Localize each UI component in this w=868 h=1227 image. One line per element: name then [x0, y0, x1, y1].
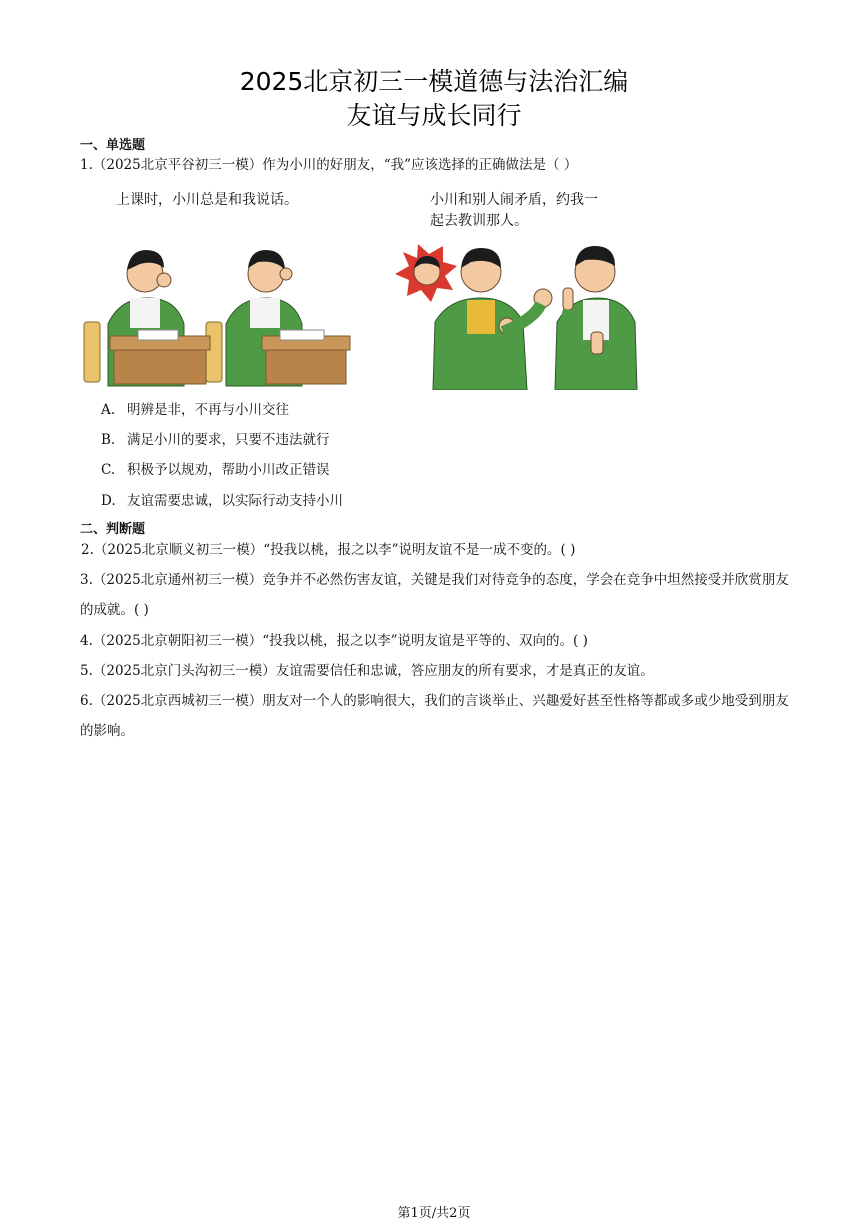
page-footer: 第1页/共2页	[397, 1206, 471, 1221]
question-1-stem: 1.（2025北京平谷初三一模）作为小川的好朋友，“我”应该选择的正确做法是（ ）	[80, 157, 578, 173]
option-d	[101, 491, 343, 511]
option-d-text: 友谊需要忠诚，以实际行动支持小川	[127, 493, 343, 509]
section-judgement: 二、判断题	[80, 522, 146, 537]
question-5: 5.（2025北京门头沟初三一模）友谊需要信任和忠诚，答应朋友的所有要求，才是真正的友谊。	[80, 663, 654, 679]
caption-right-line1: 小川和别人闹矛盾，约我一	[430, 192, 598, 208]
classroom-whisper-illustration	[80, 236, 355, 390]
caption-right-line2: 起去教训那人。	[430, 213, 528, 229]
option-c-text: 积极予以规劝，帮助小川改正错误	[127, 462, 330, 478]
option-c	[101, 460, 330, 480]
option-b-text: 满足小川的要求，只要不违法就行	[127, 432, 330, 448]
option-b	[101, 430, 330, 450]
option-d-key: D.	[101, 493, 116, 509]
option-c-key: C.	[101, 462, 116, 478]
section-single-choice: 一、单选题	[80, 138, 146, 153]
question-3: 3.（2025北京通州初三一模）竞争并不必然伤害友谊，关键是我们对待竞争的态度，学会在竞争中坦然接受并欣赏朋友的成就。( )	[80, 572, 789, 618]
option-a	[101, 400, 289, 420]
question-4: 4.（2025北京朝阳初三一模）“投我以桃，报之以李”说明友谊是平等的、双向的。( )	[80, 633, 588, 649]
caption-left: 上课时，小川总是和我说话。	[116, 192, 298, 208]
option-a-text: 明辨是非，不再与小川交往	[127, 402, 289, 418]
question-6: 6.（2025北京西城初三一模）朋友对一个人的影响很大，我们的言谈举止、兴趣爱好甚至性格等都或多或少地受到朋友的影响。	[80, 693, 789, 739]
document-title: 2025北京初三一模道德与法治汇编	[239, 67, 629, 96]
question-2: 2.（2025北京顺义初三一模）“投我以桃，报之以李”说明友谊不是一成不变的。( )	[81, 542, 576, 558]
option-a-key: A.	[101, 402, 116, 418]
conflict-refusal-illustration	[383, 236, 658, 390]
document-subtitle: 友谊与成长同行	[346, 101, 522, 130]
option-b-key: B.	[101, 432, 116, 448]
